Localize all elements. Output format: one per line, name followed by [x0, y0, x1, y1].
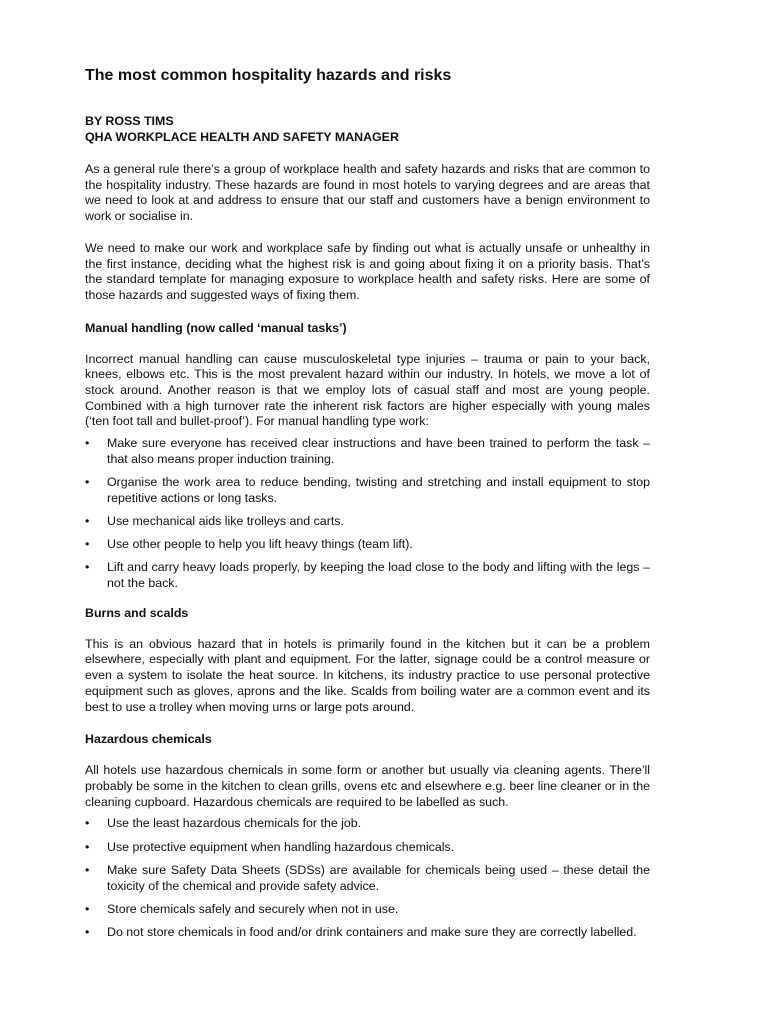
list-item	[85, 925, 650, 941]
section-heading: Hazardous chemicals	[85, 732, 212, 747]
document-page	[85, 64, 650, 954]
author-role: QHA WORKPLACE HEALTH AND SAFETY MANAGER	[85, 130, 399, 144]
section-hazardous-chemicals	[85, 731, 650, 940]
list-item	[85, 537, 650, 553]
section-body: All hotels use hazardous chemicals in some form or another but usually via cleaning agents. There’ll probably be some in the kitchen to clean grills, ovens etc and elsewhere e.g. beer line cleaner or in the cleaning cupboard. Hazardous chemicals are required to be labelled as such.	[85, 763, 650, 809]
list-item	[85, 475, 650, 506]
bullet-icon: •	[85, 839, 90, 854]
bullet-list	[85, 436, 650, 592]
section-heading: Burns and scalds	[85, 605, 189, 620]
author-byline	[85, 113, 650, 145]
list-item	[85, 560, 650, 591]
list-item	[85, 863, 650, 894]
bullet-icon: •	[85, 475, 90, 490]
bullet-icon: •	[85, 816, 90, 831]
section-body: Incorrect manual handling can cause musculoskeletal type injuries – trauma or pain to your back, knees, elbows etc. This is the most prevalent hazard within our industry. In hotels, we move a lot of stock around. Another reason is that we employ lots of casual staff and most are young people. Combined with a high turnover rate the inherent risk factors are higher especially with young males (‘ten foot tall and bullet-proof’). For manual handling type work:	[85, 351, 650, 429]
list-item-text: Make sure everyone has received clear instructions and have been trained to perform the task – that also means proper induction training.	[107, 436, 650, 466]
bullet-icon: •	[85, 862, 90, 877]
list-item	[85, 514, 650, 530]
list-item-text: Use the least hazardous chemicals for the job.	[107, 816, 362, 831]
bullet-icon: •	[85, 513, 90, 528]
list-item-text: Make sure Safety Data Sheets (SDSs) are available for chemicals being used – these detail the toxicity of the chemical and provide safety advice.	[107, 862, 650, 893]
section-manual-handling	[85, 320, 650, 592]
list-item-text: Use other people to help you lift heavy things (team lift).	[107, 537, 413, 552]
list-item-text: Use protective equipment when handling hazardous chemicals.	[107, 839, 455, 854]
intro-paragraph-2: We need to make our work and workplace safe by finding out what is actually unsafe or unhealthy in the first instance, deciding what the highest risk is and going about fixing it on a priority basis. That’s the standard template for managing exposure to workplace health and safety risks. Here are some of those hazards and suggested ways of fixing them.	[85, 240, 650, 302]
list-item	[85, 436, 650, 467]
section-body: This is an obvious hazard that in hotels is primarily found in the kitchen but it can be a problem elsewhere, especially with plant and equipment. For the latter, signage could be a control measure or even a system to isolate the heat source. In kitchens, its industry practice to use personal protective equipment such as gloves, aprons and the like. Scalds from boiling water are a common event and its best to use a trolley when moving urns or large pots around.	[85, 636, 650, 714]
section-heading: Manual handling (now called ‘manual tasks’)	[85, 320, 347, 335]
list-item-text: Do not store chemicals in food and/or drink containers and make sure they are correctly labelled.	[107, 924, 637, 939]
author-name: BY ROSS TIMS	[85, 114, 174, 128]
list-item	[85, 902, 650, 918]
bullet-icon: •	[85, 924, 90, 939]
list-item-text: Store chemicals safely and securely when not in use.	[107, 901, 399, 916]
section-burns-and-scalds	[85, 605, 650, 716]
list-item	[85, 816, 650, 832]
bullet-icon: •	[85, 560, 90, 575]
list-item-text: Lift and carry heavy loads properly, by keeping the load close to the body and lifting with the legs – not the back.	[107, 560, 650, 591]
document-title: The most common hospitality hazards and risks	[85, 67, 452, 84]
list-item-text: Organise the work area to reduce bending, twisting and stretching and install equipment to stop repetitive actions or long tasks.	[107, 475, 650, 505]
bullet-icon: •	[85, 436, 90, 451]
bullet-list	[85, 816, 650, 940]
bullet-icon: •	[85, 537, 90, 552]
intro-paragraph-1: As a general rule there’s a group of workplace health and safety hazards and risks that are common to the hospitality industry. These hazards are found in most hotels to varying degrees and are areas that we need to look at and address to ensure that our staff and customers have a benign environment to work or socialise in.	[85, 162, 650, 224]
list-item-text: Use mechanical aids like trolleys and carts.	[107, 513, 344, 528]
list-item	[85, 840, 650, 856]
bullet-icon: •	[85, 901, 90, 916]
